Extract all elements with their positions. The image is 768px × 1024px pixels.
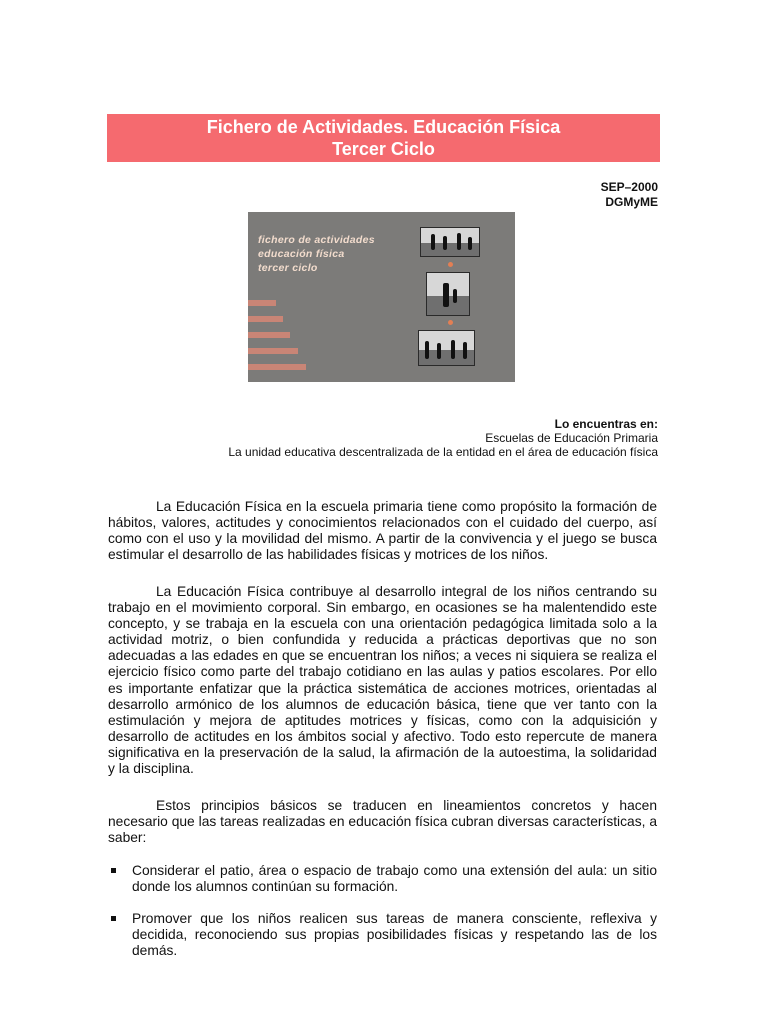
- bullet-text: Promover que los niños realicen sus tareas de manera consciente, reflexiva y decidida, reconociendo sus propias posibilidades físicas y respetando las de los demás.: [132, 911, 657, 959]
- paragraph: [108, 584, 657, 777]
- cover-title-line: fichero de actividades: [258, 234, 375, 246]
- availability-label: Lo encuentras en:: [554, 417, 658, 431]
- paragraph-text: Estos principios básicos se traducen en lineamientos concretos y hacen necesario que las tareas realizadas en educación física cubran diversas características, a saber:: [108, 798, 657, 846]
- square-bullet-icon: [111, 916, 116, 921]
- bullet-list-item: [108, 911, 657, 959]
- cover-stripe: [248, 364, 306, 370]
- cover-stripe: [248, 316, 283, 322]
- cover-stripe: [248, 348, 298, 354]
- cover-title: [258, 233, 418, 275]
- paragraph: [108, 499, 657, 563]
- book-cover-image: [248, 212, 515, 382]
- bullet-text: Considerar el patio, área o espacio de trabajo como una extensión del aula: un sitio donde los alumnos continúan su formación.: [132, 863, 657, 895]
- publication-info: [601, 180, 658, 210]
- square-bullet-icon: [111, 868, 116, 873]
- paragraph: [108, 798, 657, 846]
- publication-publisher: DGMyME: [605, 195, 658, 209]
- paragraph-text: La Educación Física en la escuela primaria tiene como propósito la formación de hábitos, valores, actitudes y conocimientos relacionados con el cuidado del cuerpo, así como con el uso y la movilidad del mismo. A partir de la convivencia y el juego se busca estimular el desarrollo de las habilidades físicas y motrices de los niños.: [108, 499, 657, 563]
- document-subtitle: Tercer Ciclo: [332, 139, 435, 159]
- cover-photo-athlete: [426, 272, 470, 316]
- cover-photo-runners: [420, 227, 480, 257]
- availability-info: [228, 417, 658, 459]
- availability-line: Escuelas de Educación Primaria: [485, 431, 658, 445]
- bullet-list-item: [108, 863, 657, 895]
- paragraph-text: La Educación Física contribuye al desarrollo integral de los niños centrando su trabajo en el movimiento corporal. Sin embargo, en ocasiones se ha malentendido este concepto, y se trabaja en la escuela con una orientación pedagógica limitada solo a la actividad motriz, o bien confundida y reducida a prácticas deportivas que no son adecuadas a las edades en que se encuentran los niños; a veces ni siquiera se realiza el ejercicio físico como parte del trabajo cotidiano en las aulas y patios escolares. Por ello es importante enfatizar que la práctica sistemática de acciones motrices, orientadas al desarrollo armónico de los alumnos de educación básica, tiene que ver tanto con la estimulación y mejora de aptitudes motrices y físicas, como con la adquisición y desarrollo de actitudes en los ámbitos social y afectivo. Todo esto repercute de manera significativa en la preservación de la salud, la afirmación de la autoestima, la solidaridad y la disciplina.: [108, 584, 657, 777]
- cover-dot: [448, 320, 453, 325]
- title-banner: [107, 114, 660, 162]
- document-title: Fichero de Actividades. Educación Física: [206, 117, 561, 137]
- cover-dot: [448, 262, 453, 267]
- cover-photo-game: [418, 330, 475, 366]
- cover-stripe: [248, 332, 290, 338]
- cover-stripe: [248, 300, 276, 306]
- cover-title-line: tercer ciclo: [258, 262, 318, 274]
- availability-line: La unidad educativa descentralizada de la entidad en el área de educación física: [228, 445, 658, 459]
- cover-title-line: educación física: [258, 248, 345, 260]
- publication-year: SEP–2000: [600, 180, 658, 194]
